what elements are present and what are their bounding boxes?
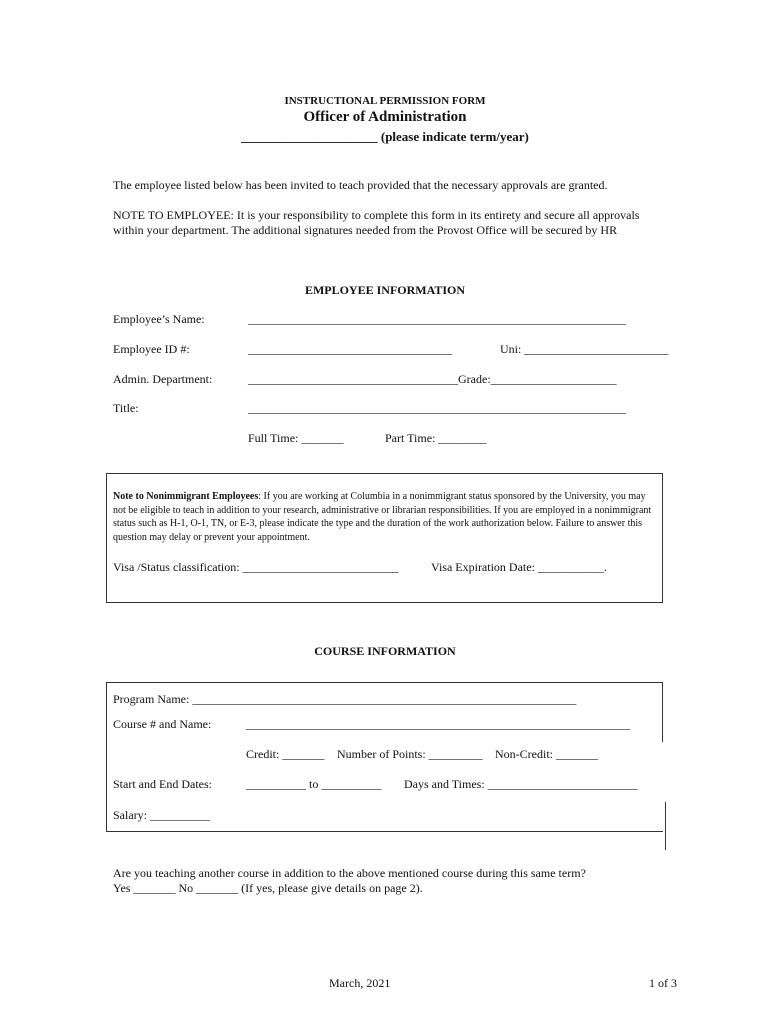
admin-department-label: Admin. Department: [113,372,213,386]
employee-name-label: Employee’s Name: [113,312,205,326]
form-title: INSTRUCTIONAL PERMISSION FORM [284,95,486,107]
number-of-points-field[interactable]: Number of Points: _________ [337,747,483,761]
nonimmigrant-note-text: : If you are working at Columbia in a nonimmigrant status sponsored by the University, you may not be eligible to teach in addition to your research, administrative or librarian responsibilities. If you are employed in a nonimmigrant status such as H-1, O-1, TN, or E-3, please indicate the type and the duration of the work authorization below. Failure to answer this question may delay or prevent your appointment. [113,491,652,543]
employee-note-paragraph: NOTE TO EMPLOYEE: It is your responsibility to complete this form in its entirety and secure all approvals within your department. The additional signatures needed from the Provost Office will be secured by HR [113,208,640,237]
title-label: Title: [113,401,139,415]
intro-paragraph: The employee listed below has been invited to teach provided that the necessary approvals are granted. [113,178,608,192]
start-end-dates-label: Start and End Dates: [113,777,212,791]
days-times-field[interactable]: Days and Times: _________________________ [404,777,638,791]
full-time-field[interactable]: Full Time: _______ [248,431,344,445]
non-credit-field[interactable]: Non-Credit: _______ [495,747,598,761]
title-field[interactable]: _______________________________________________________________ [248,401,626,415]
form-subtitle: Officer of Administration [303,109,467,125]
box-border-segment [662,682,663,742]
term-year-line[interactable]: _____________________ (please indicate term/year) [241,129,529,144]
visa-expiration-field[interactable]: Visa Expiration Date: ___________. [431,560,607,574]
nonimmigrant-note-heading: Note to Nonimmigrant Employees [113,491,259,502]
uni-field[interactable]: Uni: ________________________ [500,342,669,356]
another-course-question: Are you teaching another course in addition to the above mentioned course during this same term? [113,866,586,880]
program-name-field[interactable]: Program Name: ________________________________________________________________ [113,692,577,706]
employee-name-field[interactable]: _______________________________________________________________ [248,312,626,326]
start-end-dates-field[interactable]: __________ to __________ [246,777,382,791]
visa-classification-field[interactable]: Visa /Status classification: __________________________ [113,560,399,574]
salary-field[interactable]: Salary: __________ [113,808,210,822]
another-course-answer[interactable]: Yes _______ No _______ (If yes, please give details on page 2). [113,881,423,895]
box-border-segment [665,802,666,850]
part-time-field[interactable]: Part Time: ________ [385,431,487,445]
course-name-label: Course # and Name: [113,717,212,731]
course-name-field[interactable]: ________________________________________________________________ [246,717,630,731]
department-grade-field[interactable]: ___________________________________Grade:_____________________ [248,372,617,386]
footer-date: March, 2021 [329,976,391,990]
nonimmigrant-note [113,490,653,544]
credit-field[interactable]: Credit: _______ [246,747,325,761]
course-info-heading: COURSE INFORMATION [314,644,456,658]
employee-info-heading: EMPLOYEE INFORMATION [304,283,466,297]
employee-id-field[interactable]: __________________________________ [248,342,452,356]
employee-id-label: Employee ID #: [113,342,190,356]
page-number: 1 of 3 [649,976,677,990]
